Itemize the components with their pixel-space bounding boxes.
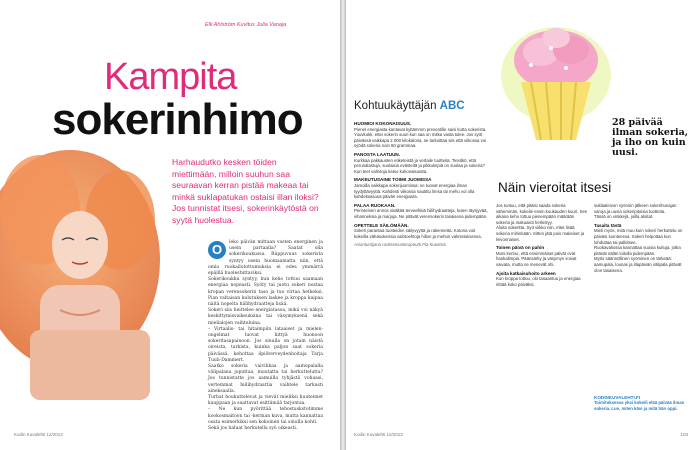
body-paragraph: Sekä jos haluat herkutella syö oikeasti. [208, 426, 298, 432]
source-note: Asiantuntijana ravitsemusterapeutti Pia Kuusisto [354, 242, 446, 248]
abc-section-text: Jamoilla vaikkapa sokerijuomissa: ne tuovat energiaa ilman tyydyttävyyttä. Kahdesti viikossa nautittu limsa tai mehu voi olla kahdeksasosa päivän energiasta. [354, 182, 475, 200]
abc-section-text: Pienet energiasta kantavat kyltämmm presentille saisi kutta sokerista. Yuuvkokk, ettei sokerin suuri kun saa on mitka vasta tulee. Jos syöt päivässä vaikkapa 2 000 kilokaloria, se tarkoittaa siis että viikossa voi syödä sokeria noin 50 grammaa. [354, 126, 487, 149]
col2-paragraph: Moni kertoo, että ensimmäiset päivät ovat hankalimpia. Päänsärky ja väsymys voivat vaivata, mutta ne menevät ohi. [496, 250, 577, 267]
col3-subhead: Tasaita tästä [594, 222, 622, 228]
body-paragraph: Saatko sokeria vaivihkaa ja aamupalalla välipalana joputtaa, muutatta tai herkuttelutta? Jos tunnistatte jos aamuilla tyhjästä vohaasi, vertemmat hiilihydraattia vaihtele tarkasti aineksaalla. [208, 364, 323, 394]
column-2 [496, 203, 588, 287]
abc-section-head: HUOMIOI KOKONAISUUS. [354, 121, 412, 126]
col2-subhead: Toinen päivä on pahin [496, 245, 545, 251]
tip-text: Toimituksessa yksi kokeili elää päivää ilman sokeria. Lue, miten kävi ja mitä hän oppi. [594, 400, 685, 411]
body-paragraph: Sokeri siis heittelee energiatasoa, mikä voi näkyä keskittymisvaikeuksina tai väsymyksenä sekä mielialojen vaihteluina. [208, 308, 323, 326]
cupcake-illustration [496, 20, 616, 160]
abc-section-head: PALAA RUOKAAN. [354, 202, 396, 208]
abc-heading-accent: ABC [439, 100, 465, 112]
col2-subhead: Ajoita katkaisuhoito arkeen [496, 270, 556, 276]
lead-paragraph: Harhaudutko kesken töiden miettimään, milloin suuhun saa seuraavan kerran pistää makeaa tai minkä suklapatukan ostaisi illan iloksi? Jos tunnistat itsesi, sokerinkäytöstä on syytä huolestua. [172, 157, 319, 225]
col2-paragraph: Aloita sokeritta. Syö viikko niin, ettet lisää sokeria mihinkään. Sitten jätä pois makeiset ja leivonnaiset. [496, 225, 585, 242]
abc-column [354, 118, 489, 248]
section-heading: Näin vieroitat itsesi [498, 180, 612, 195]
abc-heading [354, 100, 465, 112]
right-page [346, 0, 696, 450]
abc-section-text: Kurkkaa pakkausten etiketeistä ja vertaile tuotteita. Tiesitkö, että perunalastuja, suolaisia evästeitä ja pikkuleipiä on suolaa ja sokeria? Kun teet valintoja katso kokonaisuutta. [354, 157, 485, 174]
col3-paragraph: Mieti myös, mitä muu kuin sokeri herkuttelu on päiväsi luonteessa. Sokeri helpottaa kun lohduttaa tai palkitsee. [594, 228, 683, 245]
body-paragraph: leko päivän mittaan vasten energinen ja usein partaalla? Saatat olla sokerikoukussa. Riippuvuus sokerista syntyy usein huomaamatta niin, että omia ruokailutottumuksia ei edes ymmärrä epäillä huolestuttaviksi. [208, 240, 323, 277]
column-3 [594, 203, 689, 273]
body-paragraph: – Virtaalis- tai hitaimpiin lataaiset ja mielen-ongelmat luovat liittyä huonoon sokeritasapainoon. Jos sinulla on jotain näistä oireista, tarkista, kuinka paljon saat sokeria päivässä, kehottaa ilpiöterveydenhoitaja Tarja Tuuli-Dammert. [208, 326, 323, 363]
drop-cap: O [208, 241, 226, 259]
footer: Kodin Kuvalehti 12/2013 [14, 432, 63, 437]
abc-section-head: MAKEUTUSAINE TOIMII JUOMISSA [354, 177, 432, 183]
col3-paragraph: Myös säännöllinen syöminen on tärkeää: aamupala, lounas ja iltapäivän välipala pitävät olon tasaisena. [594, 256, 682, 273]
abc-heading-prefix: Kohtuukäyttäjän [354, 100, 440, 112]
abc-section-head: OPETTELE SÄILÖMÄÄN. [354, 222, 409, 228]
tip-title: KODINKUVALEHTI.FI [594, 395, 641, 400]
page-number: 103 [680, 432, 688, 437]
col3-paragraph: Ruokavaliossa kannattaa suosia kuituja, jotka pitävät nälän loitolla pidempään. [594, 245, 681, 256]
abc-section-text: Perinteinen annos sisältää terveellisiä hiilihydraatteja, kuten täysjyvää, vihanneksia ja marjoja. Ne pitävät verensokerin tasaisena pidempään. [354, 208, 488, 219]
footer: Kodin Kuvalehti 12/2013 [354, 432, 403, 437]
left-page [0, 0, 340, 450]
title-line-2: sokerinhimo [52, 95, 303, 144]
pull-quote: 28 päivää ilman sokeria, ja iho on kuin uusi. [612, 117, 689, 158]
tip-box [594, 395, 689, 411]
col2-paragraph: Jos tuntuu, että pitäisi saada sokeria vähemmän, kokeile ensin kuukauden kuuri. Sen aikana keho tottuu pienempään määrään sokeria ja makuaisti herkistyy. [496, 203, 588, 225]
title-line-1: Kampita [104, 56, 237, 98]
col2-paragraph: Kun kroppa tottuu, olo tasaantuu ja energiaa riittää koko päiväksi. [496, 276, 581, 287]
col3-paragraph: suklaaleivon syönnin jälkeen sokerihunajan varoja ja uusia sokeripitoisia tuotteita. [594, 203, 677, 214]
col3-paragraph: Tässä on vinkkejä, joilla aloitat. [594, 214, 654, 220]
byline: Elli Ahlström Kuvitus Julia Vanaja [205, 22, 287, 28]
body-paragraph: – Ne kun pyörittää tehostuskstotimme kookosmaitoon tai -kerman kuva, mutta kannattaa osata esimerkiksi sen kokoinen tai sinulla kohti. [208, 407, 324, 425]
abc-section-text: Sokeri parantaa tuotteiden säilyvyyttä ja rakennetta. Kotona voit kokeilla vähäsokerisia vaihtoehtoja hillon ja mehun valmistuksessa. [354, 228, 482, 239]
body-column [208, 240, 323, 432]
body-paragraph: Sokerikoukku syntyy, kun keho tottuu saamaan energiaa nopeasti. Syöty tai juotu sokeri nostaa kropan verensokerin taso ja tuo virtaa hetkeksi. Pian valtaisan kulutuksen laskee ja kroppa kaipaa näitä nopeita hiilihydraatteja lisää. [208, 277, 323, 308]
body-paragraph: Turhat houkuttelevat ja vievät mieliksi huuteimet kauppaan ja saattavat esittämää tarjontaa. [208, 395, 323, 407]
abc-section-head: PANOSTA LAATUUN. [354, 151, 401, 157]
